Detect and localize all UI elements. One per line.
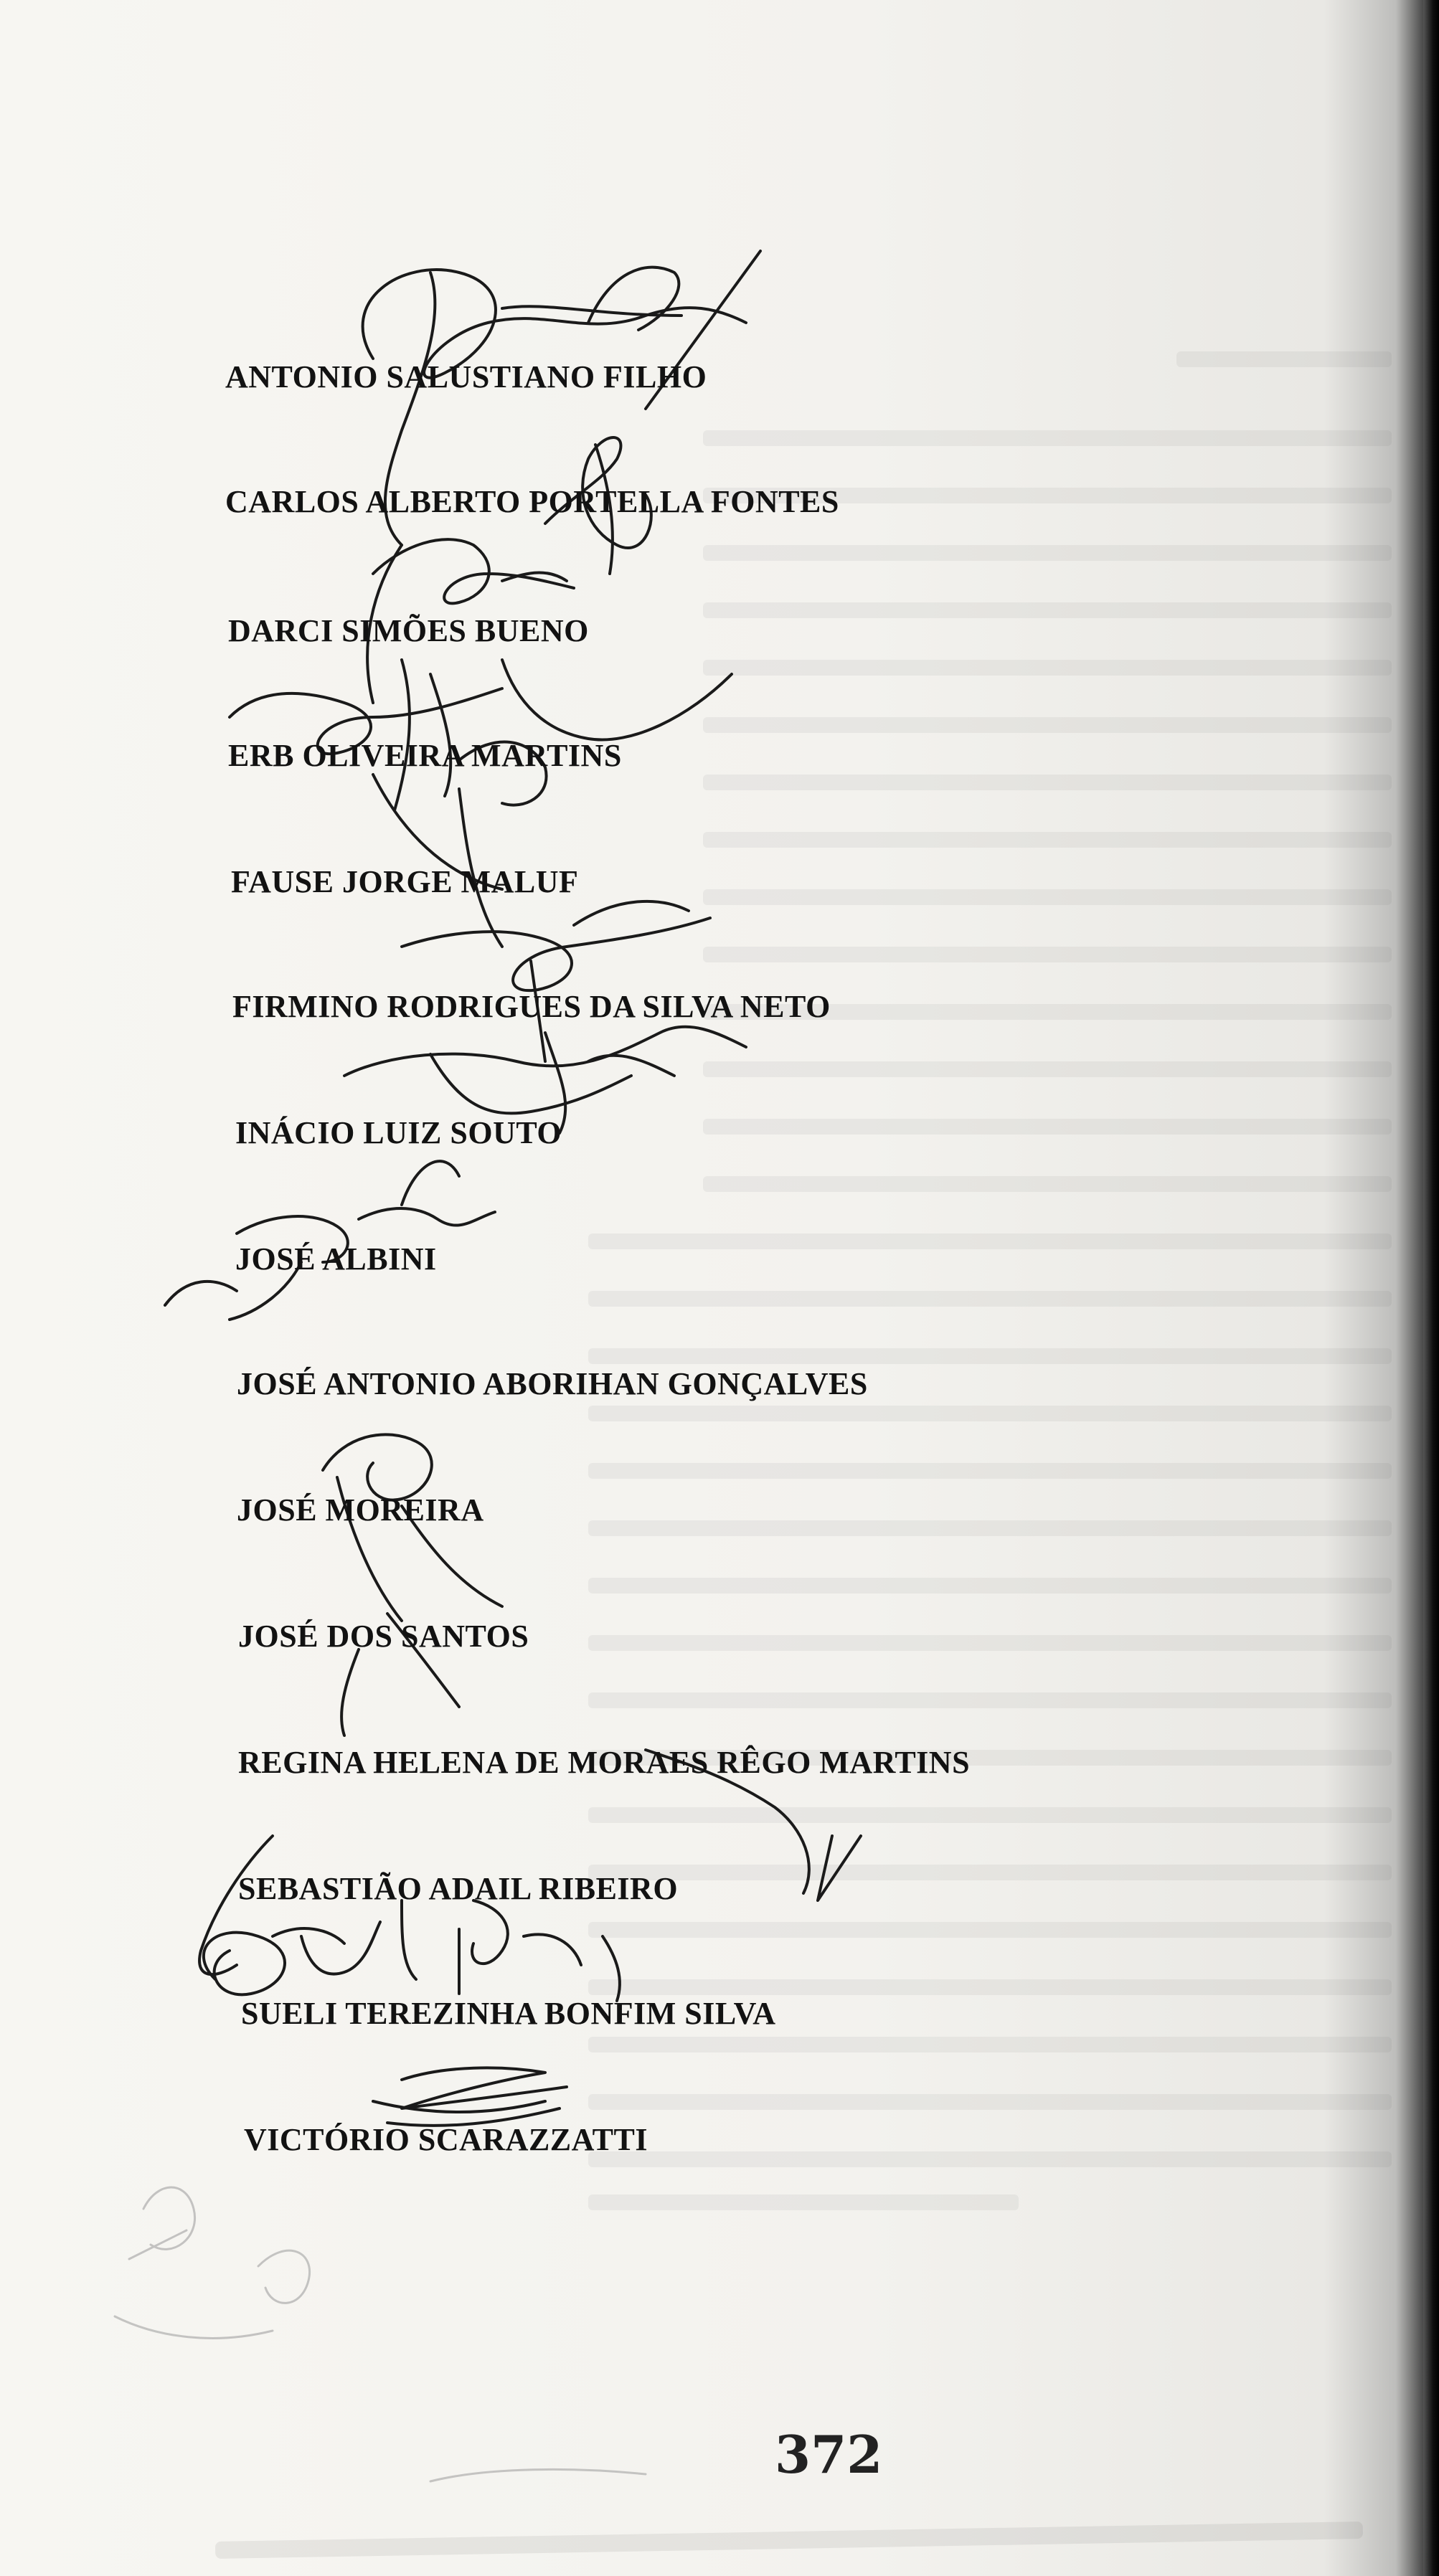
signer-name: SEBASTIÃO ADAIL RIBEIRO (238, 1871, 679, 1906)
signer-name: SUELI TEREZINHA BONFIM SILVA (241, 1996, 776, 2031)
book-binding-edge (1423, 0, 1439, 2576)
signer-name: INÁCIO LUIZ SOUTO (235, 1115, 562, 1150)
signer-name: DARCI SIMÕES BUENO (228, 613, 589, 648)
signer-name: VICTÓRIO SCARAZZATTI (244, 2122, 648, 2157)
signer-name: ERB OLIVEIRA MARTINS (228, 738, 622, 773)
signer-name: FIRMINO RODRIGUES DA SILVA NETO (232, 989, 831, 1024)
signer-name: JOSÉ ALBINI (235, 1241, 437, 1277)
signer-name: JOSÉ DOS SANTOS (238, 1619, 529, 1654)
signer-name: REGINA HELENA DE MORAES RÊGO MARTINS (238, 1745, 971, 1780)
signer-name: JOSÉ MOREIRA (237, 1492, 484, 1528)
signer-name: JOSÉ ANTONIO ABORIHAN GONÇALVES (237, 1366, 868, 1401)
signer-name: FAUSE JORGE MALUF (231, 864, 579, 899)
signer-name: ANTONIO SALUSTIANO FILHO (225, 359, 707, 394)
signer-name: CARLOS ALBERTO PORTELLA FONTES (225, 484, 839, 519)
page-number: 372 (775, 2424, 883, 2485)
